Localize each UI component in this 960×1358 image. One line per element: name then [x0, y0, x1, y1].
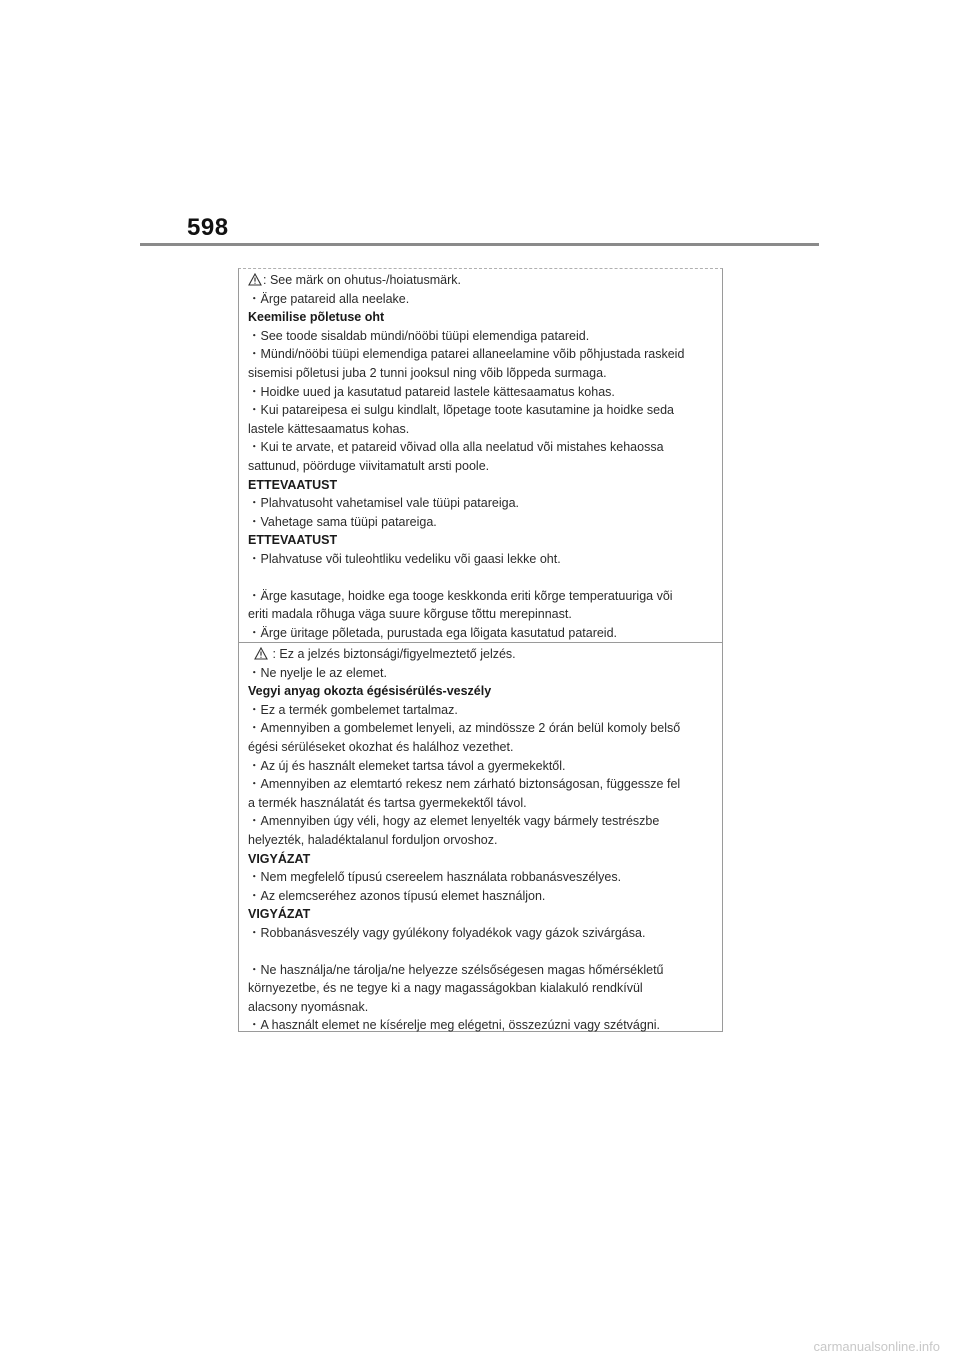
blank-line	[248, 943, 710, 961]
text-line	[248, 494, 710, 513]
line-text: ・Amennyiben az elemtartó rekesz nem zárható biztonságosan, függessze fel	[248, 777, 681, 792]
text-line	[248, 1016, 710, 1035]
text-line	[248, 327, 710, 346]
line-text: ・Kui te arvate, et patareid võivad olla alla neelatud või mistahes kehaossa	[248, 440, 664, 455]
line-text: ・Mündi/nööbi tüüpi elemendiga patarei allaneelamine võib põhjustada raskeid	[248, 347, 685, 362]
text-line	[248, 438, 710, 457]
line-text: ・Ez a termék gombelemet tartalmaz.	[248, 702, 458, 717]
line-text: ETTEVAATUST	[248, 477, 338, 492]
text-line	[248, 812, 710, 831]
line-text: ・Vahetage sama tüüpi patareiga.	[248, 514, 437, 529]
line-text: ・Plahvatuse või tuleohtliku vedeliku või gaasi lekke oht.	[248, 551, 561, 566]
section-heading	[248, 682, 710, 701]
text-line	[248, 645, 710, 664]
line-text: Vegyi anyag okozta égésisérülés-veszély	[248, 684, 492, 699]
line-text: lastele kättesaamatus kohas.	[248, 421, 410, 436]
section-heading	[248, 850, 710, 869]
line-text: a termék használatát és tartsa gyermekektől távol.	[248, 795, 527, 810]
text-line	[248, 924, 710, 943]
text-line	[248, 420, 710, 439]
estonian-warning-text	[248, 271, 710, 642]
text-line	[248, 794, 710, 813]
warning-triangle-icon	[248, 273, 262, 286]
line-text: ・Ne használja/ne tárolja/ne helyezze szélsőségesen magas hőmérsékletű	[248, 962, 664, 977]
text-line	[248, 831, 710, 850]
line-text: helyezték, haladéktalanul forduljon orvoshoz.	[248, 832, 498, 847]
line-text: : Ez a jelzés biztonsági/figyelmeztető jelzés.	[269, 647, 516, 661]
text-line	[248, 757, 710, 776]
line-text: ・Amennyiben a gombelemet lenyeli, az mindössze 2 órán belül komoly belső	[248, 721, 681, 736]
line-text: ・See toode sisaldab mündi/nööbi tüüpi elemendiga patareid.	[248, 328, 590, 343]
line-text: ・Ne nyelje le az elemet.	[248, 665, 387, 680]
text-line	[248, 383, 710, 402]
text-line	[248, 738, 710, 757]
text-line	[248, 550, 710, 569]
line-text: ・Az új és használt elemeket tartsa távol a gyermekektől.	[248, 758, 566, 773]
header-rule	[140, 243, 819, 246]
section-heading	[248, 308, 710, 327]
page-number: 598	[187, 214, 229, 241]
watermark: carmanualsonline.info	[813, 1339, 940, 1354]
text-line	[248, 868, 710, 887]
line-text: ETTEVAATUST	[248, 533, 338, 548]
text-line	[248, 701, 710, 720]
text-line	[248, 624, 710, 643]
text-line	[248, 345, 710, 364]
line-text: eriti madala rõhuga väga suure kõrguse tõttu merepinnast.	[248, 607, 572, 622]
line-text: VIGYÁZAT	[248, 907, 311, 922]
line-text: ・Ärge kasutage, hoidke ega tooge keskkonda eriti kõrge temperatuuriga või	[248, 588, 673, 603]
line-text: ・Kui patareipesa ei sulgu kindlalt, lõpetage toote kasutamine ja hoidke seda	[248, 403, 674, 418]
line-text: Keemilise põletuse oht	[248, 310, 385, 325]
line-text: ・Az elemcseréhez azonos típusú elemet használjon.	[248, 888, 546, 903]
line-text: VIGYÁZAT	[248, 851, 311, 866]
line-text: ・Nem megfelelő típusú csereelem használata robbanásveszélyes.	[248, 870, 622, 885]
blank-line	[248, 569, 710, 587]
line-text: ・Hoidke uued ja kasutatud patareid lastele kättesaamatus kohas.	[248, 384, 615, 399]
text-line	[248, 513, 710, 532]
line-text: sisemisi põletusi juba 2 tunni jooksul ning võib lõppeda surmaga.	[248, 365, 607, 380]
section-heading	[248, 531, 710, 550]
text-line	[248, 719, 710, 738]
line-text: ・A használt elemet ne kísérelje meg elégetni, összezúzni vagy szétvágni.	[248, 1018, 661, 1033]
warning-triangle-icon	[254, 647, 268, 660]
text-line	[248, 290, 710, 309]
text-line	[248, 364, 710, 383]
text-line	[248, 401, 710, 420]
line-text: ・Amennyiben úgy véli, hogy az elemet lenyelték vagy bármely testrészbe	[248, 814, 660, 829]
text-line	[248, 271, 710, 290]
text-line	[248, 587, 710, 606]
line-text: ・Ärge patareid alla neelake.	[248, 291, 410, 306]
text-line	[248, 979, 710, 998]
section-heading	[248, 476, 710, 495]
line-text: alacsony nyomásnak.	[248, 999, 369, 1014]
line-text: ・Robbanásveszély vagy gyúlékony folyadékok vagy gázok szivárgása.	[248, 925, 646, 940]
text-line	[248, 457, 710, 476]
text-line	[248, 775, 710, 794]
text-line	[248, 998, 710, 1017]
section-heading	[248, 905, 710, 924]
hungarian-warning-text	[248, 645, 710, 1035]
line-text: ・Ärge üritage põletada, purustada ega lõigata kasutatud patareid.	[248, 625, 618, 640]
line-text: : See märk on ohutus-/hoiatusmärk.	[263, 273, 462, 287]
text-line	[248, 887, 710, 906]
line-text: égési sérüléseket okozhat és halálhoz vezethet.	[248, 739, 514, 754]
text-line	[248, 961, 710, 980]
line-text: ・Plahvatusoht vahetamisel vale tüüpi patareiga.	[248, 496, 519, 511]
line-text: környezetbe, és ne tegye ki a nagy magasságokban kialakuló rendkívül	[248, 981, 643, 996]
text-line	[248, 605, 710, 624]
text-line	[248, 664, 710, 683]
line-text: sattunud, pöörduge viivitamatult arsti poole.	[248, 458, 490, 473]
